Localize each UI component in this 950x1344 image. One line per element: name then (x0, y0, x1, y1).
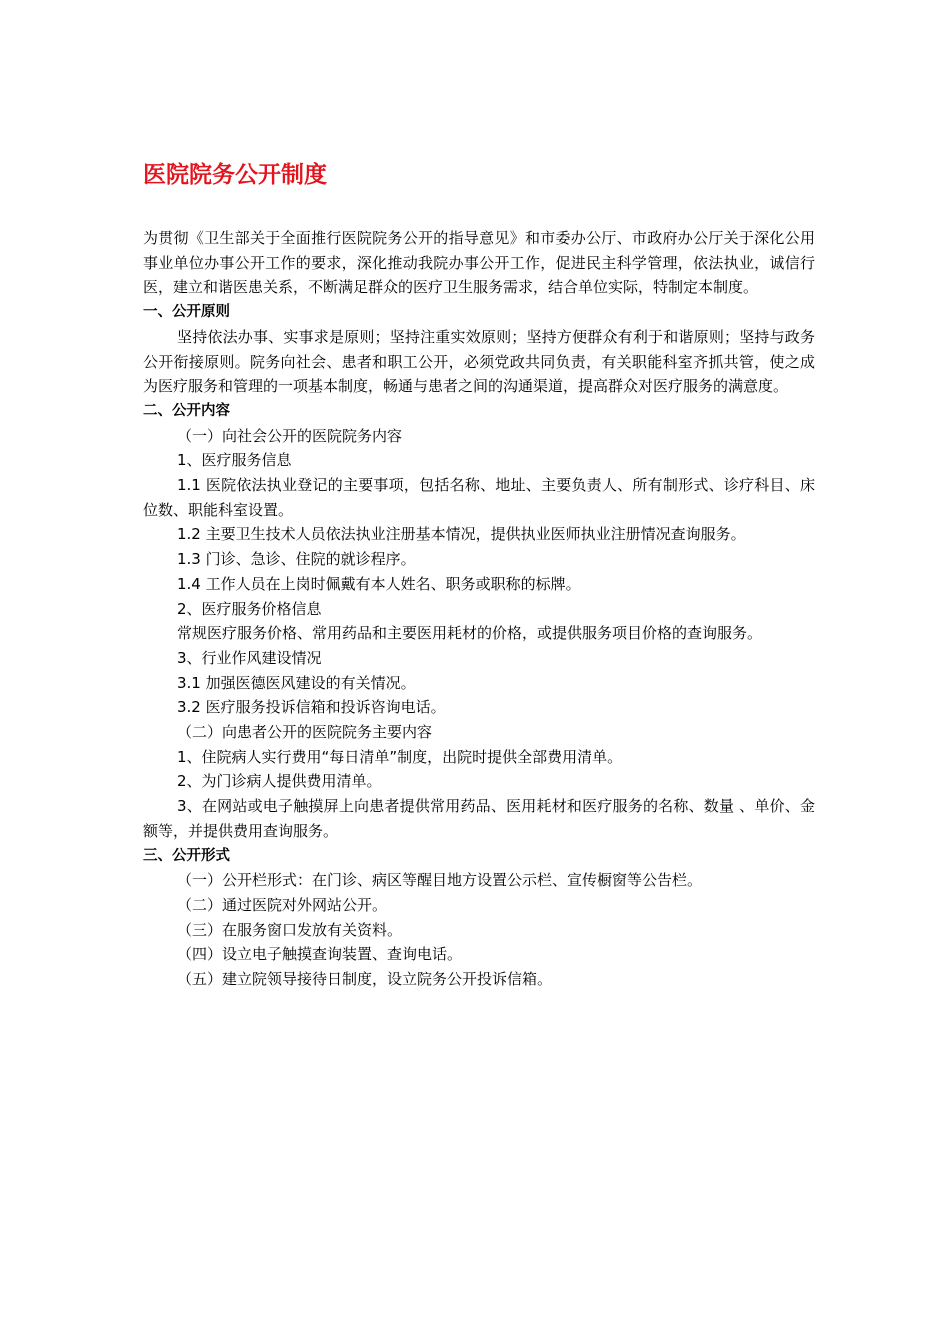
item-1-3: 1.3 门诊、急诊、住院的就诊程序。 (177, 550, 416, 569)
item-3-2: 3.2 医疗服务投诉信箱和投诉咨询电话。 (177, 698, 446, 717)
patient-item-2: 2、为门诊病人提供费用清单。 (177, 772, 382, 791)
form-item-4: （四）设立电子触摸查询装置、查询电话。 (177, 945, 463, 964)
subsection-public: （一）向社会公开的医院院务内容 (177, 426, 403, 445)
item-price-body: 常规医疗服务价格、常用药品和主要医用耗材的价格，或提供服务项目价格的查询服务。 (177, 624, 763, 643)
form-item-3: （三）在服务窗口发放有关资料。 (177, 920, 403, 939)
form-item-2: （二）通过医院对外网站公开。 (177, 895, 388, 914)
section-heading-forms: 三、公开形式 (143, 847, 230, 864)
section-heading-content: 二、公开内容 (143, 402, 230, 419)
item-1-1: 1.1 医院依法执业登记的主要事项，包括名称、地址、主要负责人、所有制形式、诊疗科目、床位数、职能科室设置。 (143, 476, 815, 519)
subsection-patients: （二）向患者公开的医院院务主要内容 (177, 723, 433, 742)
document-body (143, 226, 815, 992)
section-heading-principles: 一、公开原则 (143, 304, 230, 321)
item-1-4: 1.4 工作人员在上岗时佩戴有本人姓名、职务或职称的标牌。 (177, 574, 581, 593)
patient-item-1: 1、住院病人实行费用“每日清单”制度，出院时提供全部费用清单。 (177, 747, 623, 766)
item-1-2: 1.2 主要卫生技术人员依法执业注册基本情况，提供执业医师执业注册情况查询服务。 (177, 525, 746, 544)
item-conduct: 3、行业作风建设情况 (177, 648, 322, 667)
principles-paragraph: 坚持依法办事、实事求是原则；坚持注重实效原则；坚持方便群众有利于和谐原则；坚持与政务公开衔接原则。院务向社会、患者和职工公开，必须党政共同负责，有关职能科室齐抓共管，使之成为医疗服务和管理的一项基本制度，畅通与患者之间的沟通渠道，提高群众对医疗服务的满意度。 (143, 327, 815, 396)
form-item-1: （一）公开栏形式：在门诊、病区等醒目地方设置公示栏、宣传橱窗等公告栏。 (177, 871, 703, 890)
document-title: 医院院务公开制度 (143, 162, 327, 188)
patient-item-3: 3、在网站或电子触摸屏上向患者提供常用药品、医用耗材和医疗服务的名称、数量 、单价、金额等，并提供费用查询服务。 (143, 797, 815, 840)
item-medical-service-info: 1、医疗服务信息 (177, 451, 292, 470)
form-item-5: （五）建立院领导接待日制度，设立院务公开投诉信箱。 (177, 970, 553, 989)
item-3-1: 3.1 加强医德医风建设的有关情况。 (177, 673, 416, 692)
document-page (143, 150, 815, 989)
intro-paragraph: 为贯彻《卫生部关于全面推行医院院务公开的指导意见》和市委办公厅、市政府办公厅关于深化公用事业单位办事公开工作的要求，深化推动我院办事公开工作，促进民主科学管理，依法执业，诚信行医，建立和谐医患关系，不断满足群众的医疗卫生服务需求，结合单位实际，特制定本制度。 (143, 229, 815, 297)
item-price-info: 2、医疗服务价格信息 (177, 599, 322, 618)
